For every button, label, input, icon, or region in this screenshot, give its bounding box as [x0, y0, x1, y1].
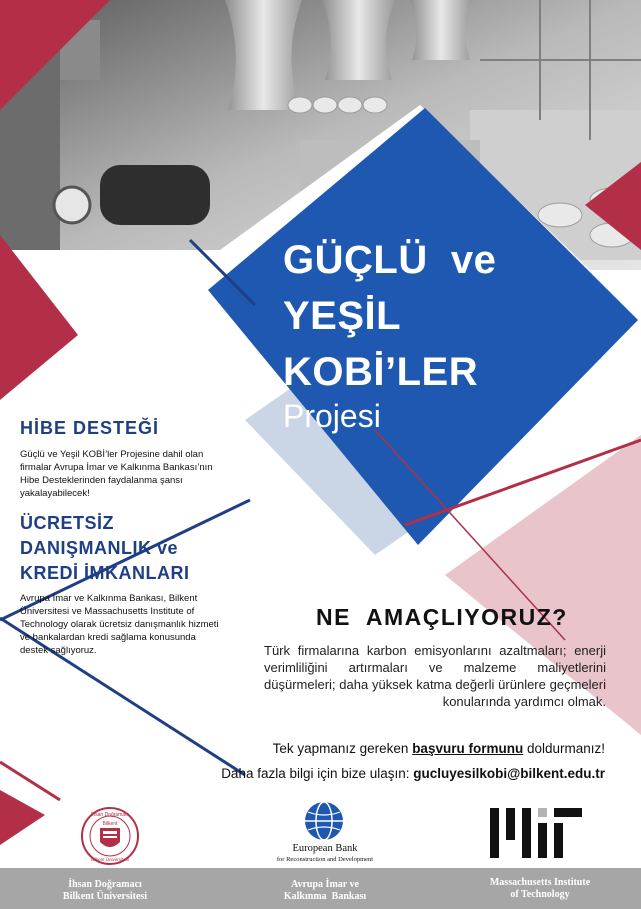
consulting-title-line1: ÜCRETSİZ: [20, 513, 114, 533]
footer-mit: [460, 877, 620, 901]
footer-ebrd-line2: Kalkınma Bankası: [283, 891, 367, 902]
hero-title-line3: KOBİ’LER: [283, 350, 479, 394]
consulting-title-line2: DANIŞMANLIK ve: [20, 538, 179, 558]
footer-mit-line1: Massachusetts Institute: [489, 877, 591, 888]
grant-text: Güçlü ve Yeşil KOBİ’ler Projesine dahil olan firmalar Avrupa İmar ve Kalkınma Bankası’nın Hibe Desteklerinden faydalanma şansı yakalayabilecek!: [20, 449, 213, 499]
bilkent-seal: [80, 806, 140, 866]
cta-contact: [221, 766, 605, 781]
hero-title-line1: GÜÇLÜ ve: [283, 238, 497, 282]
crimson-wedge-bottom-left: [0, 790, 45, 845]
goals-text: Türk firmalarına karbon emisyonlarını azaltmaları; enerji verimliliğini artırmaları ve malzeme maliyetlerini düşürmeleri; daha yüksek katma değerli ürünlere geçmeleri konularında yardımcı olmak.: [264, 643, 606, 709]
cta-contact-prefix: Daha fazla bilgi için bize ulaşın:: [221, 766, 414, 781]
cta-apply: [273, 741, 605, 756]
mit-logo: [490, 808, 582, 858]
hero-title: [283, 232, 583, 400]
footer-mit-line2: of Technology: [510, 889, 570, 900]
bilkent-seal-top-text: İhsan Doğramacı: [90, 812, 130, 818]
cta-apply-prefix: Tek yapmanız gereken: [272, 741, 413, 756]
hero-title-line2: YEŞİL: [283, 294, 402, 338]
footer-bilkent-line2: Bilkent Üniversitesi: [62, 891, 148, 902]
bilkent-seal-bottom-text: Bilkent Üniversitesi: [90, 857, 130, 862]
crimson-line-bottom: [0, 762, 60, 800]
consulting-title-line3: KREDİ İMKANLARI: [20, 563, 190, 583]
ebrd-logo: [296, 800, 352, 842]
consulting-title: [20, 511, 190, 586]
footer-bilkent-line1: İhsan Doğramacı: [68, 879, 142, 890]
crimson-diamond-left: [0, 235, 78, 400]
ebrd-name: European Bank: [292, 843, 358, 854]
bilkent-seal-mid-text: Bilkent: [102, 821, 118, 827]
grant-title: HİBE DESTEĞİ: [20, 418, 160, 438]
footer-ebrd-line1: Avrupa İmar ve: [291, 879, 359, 890]
footer-bilkent: [30, 879, 180, 903]
contact-email-link[interactable]: gucluyesilkobi@bilkent.edu.tr: [413, 766, 605, 781]
cta-apply-suffix: doldurmanız!: [523, 741, 605, 756]
footer-ebrd: [250, 879, 400, 903]
hero-subtitle: Projesi: [283, 398, 381, 434]
goals-title: NE AMAÇLIYORUZ?: [316, 604, 568, 630]
ebrd-subtitle: for Reconstruction and Development: [276, 856, 374, 863]
application-form-link[interactable]: başvuru formunu: [412, 741, 524, 756]
consulting-text: Avrupa İmar ve Kalkınma Bankası, Bilkent Üniversitesi ve Massachusetts Institute of Technology olarak ücretsiz danışmanlık hizmeti ve bankalardan kredi sağlama konusunda destek sağlıyoruz.: [20, 593, 219, 656]
